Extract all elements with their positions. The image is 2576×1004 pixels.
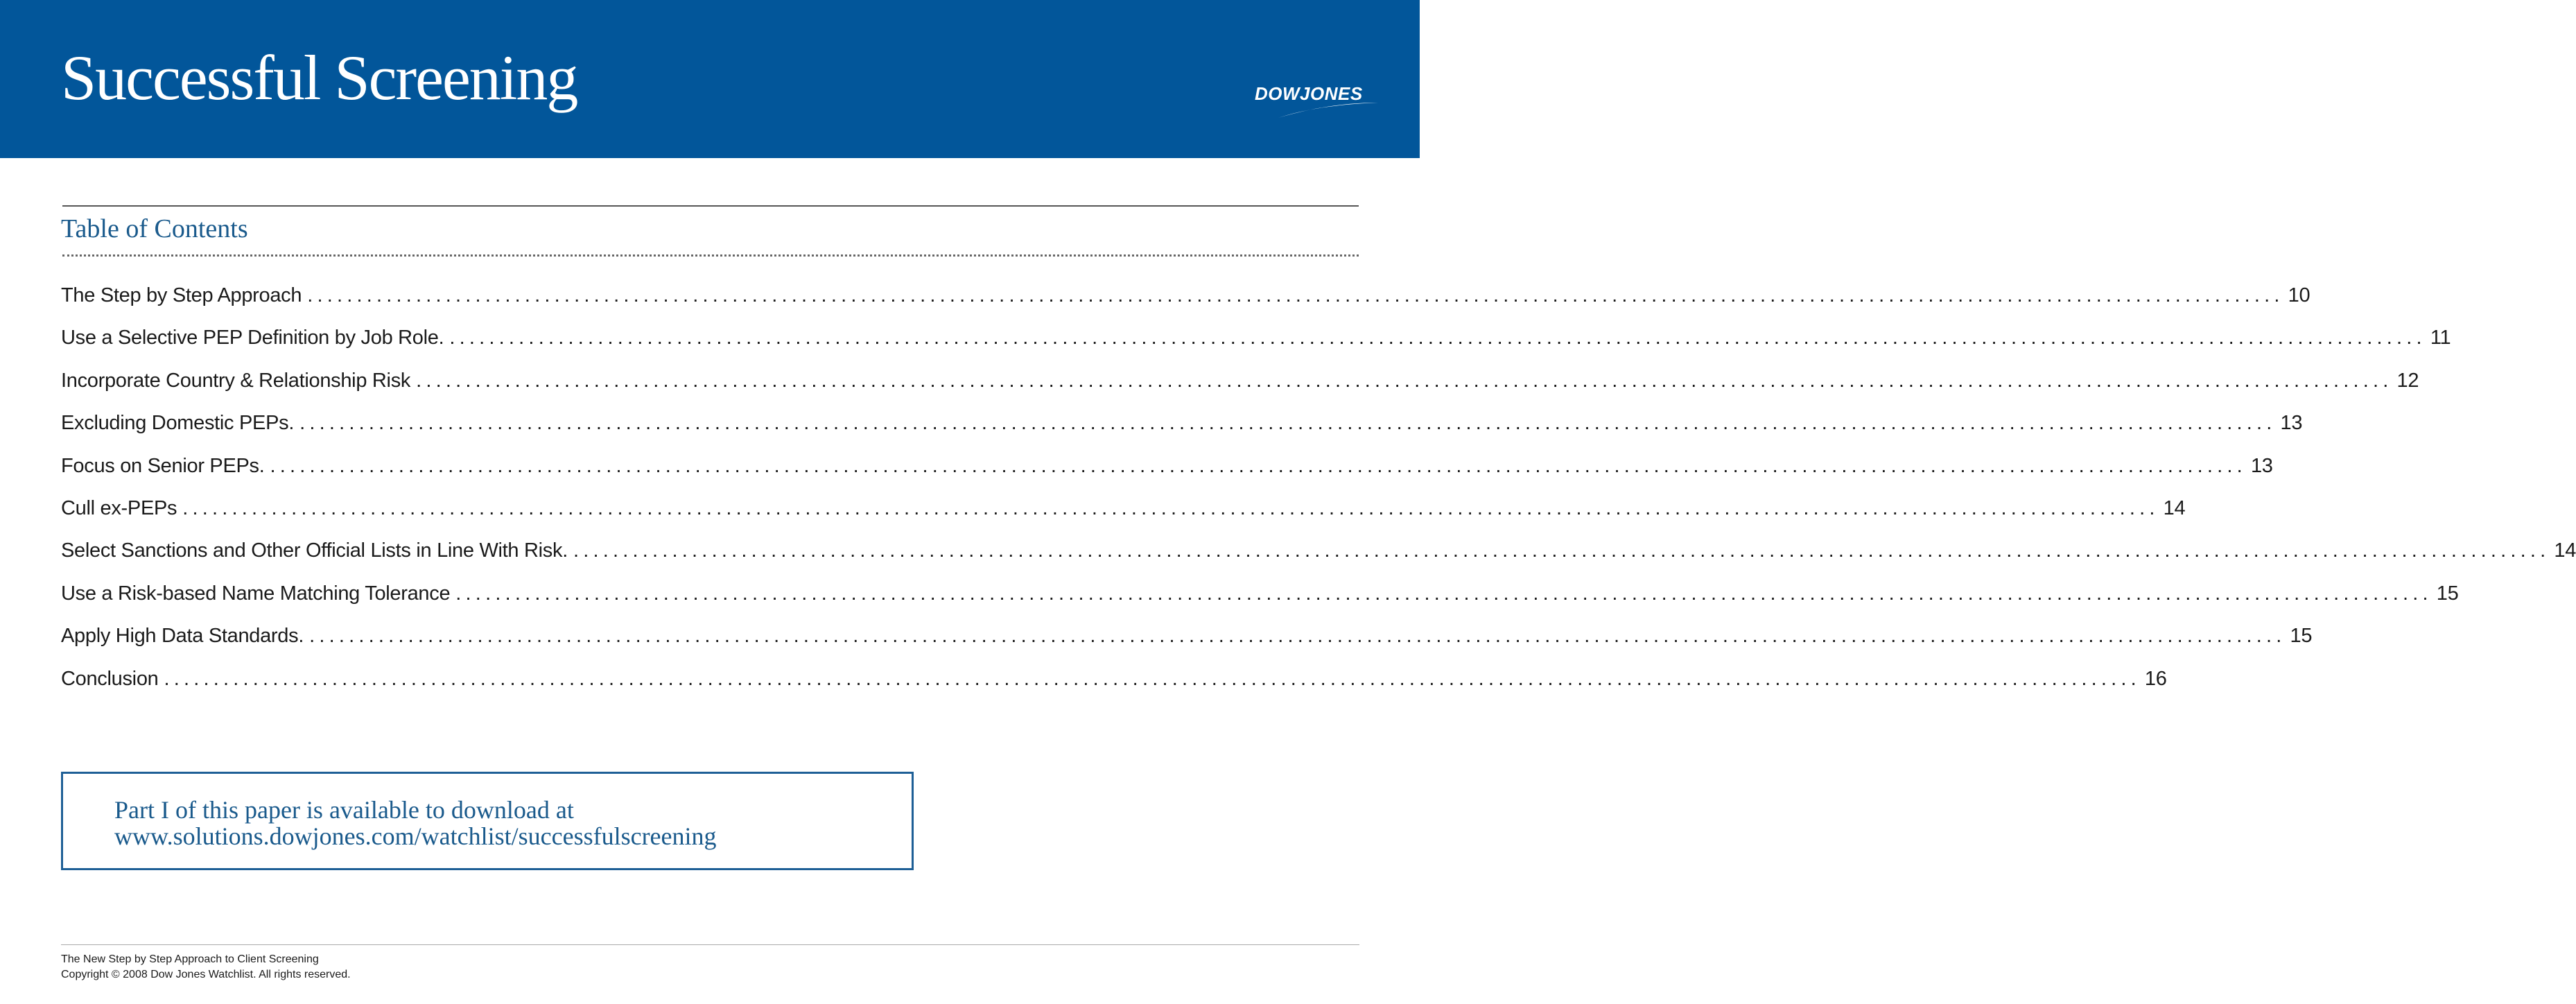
toc-entry[interactable] <box>61 327 2451 369</box>
toc-entry-title: Select Sanctions and Other Official Lists in Line With Risk. <box>61 539 568 562</box>
toc-entry-title: Cull ex-PEPs <box>61 496 177 519</box>
toc-entry-title: Excluding Domestic PEPs. <box>61 412 295 435</box>
footer-document-name: The New Step by Step Approach to Client Screening <box>61 953 319 965</box>
toc-entry-page: 14 <box>2163 496 2186 519</box>
toc-entry[interactable] <box>61 284 2310 327</box>
toc-entry-title: Apply High Data Standards. <box>61 625 304 648</box>
toc-top-rule <box>62 205 1359 207</box>
header-banner <box>0 0 1420 158</box>
toc-list <box>61 284 2576 710</box>
toc-dot-leader: ........................................................................................................................................................................................................ <box>307 284 2284 306</box>
callout-text: Part I of this paper is available to download at <box>114 796 574 824</box>
toc-dotted-divider <box>62 254 1359 257</box>
download-callout-box <box>61 772 914 870</box>
toc-entry-page: 14 <box>2554 539 2576 562</box>
toc-entry-title: Use a Selective PEP Definition by Job Role. <box>61 327 444 349</box>
toc-entry-page: 15 <box>2290 625 2313 648</box>
toc-dot-leader: ........................................................................................................................................................................................................ <box>299 412 2277 435</box>
toc-entry-page: 16 <box>2144 667 2167 690</box>
logo-wordmark: DOWJONES <box>1255 83 1363 104</box>
toc-entry-title: Conclusion <box>61 667 159 690</box>
toc-dot-leader: ........................................................................................................................................................................................................ <box>455 582 2433 605</box>
toc-entry-title: The Step by Step Approach <box>61 284 302 306</box>
toc-entry[interactable] <box>61 454 2273 497</box>
toc-entry[interactable] <box>61 667 2167 710</box>
toc-entry-page: 13 <box>2280 412 2303 435</box>
toc-entry-title: Incorporate Country & Relationship Risk <box>61 369 411 392</box>
toc-dot-leader: ........................................................................................................................................................................................................ <box>449 327 2426 349</box>
toc-dot-leader: ........................................................................................................................................................................................................ <box>416 369 2393 392</box>
toc-entry[interactable] <box>61 582 2459 625</box>
footer-rule <box>61 944 1359 945</box>
toc-entry-title: Use a Risk-based Name Matching Tolerance <box>61 582 451 605</box>
toc-heading: Table of Contents <box>61 214 248 243</box>
toc-entry[interactable] <box>61 412 2303 454</box>
toc-dot-leader: ........................................................................................................................................................................................................ <box>270 454 2247 477</box>
toc-entry-page: 11 <box>2430 327 2451 349</box>
toc-entry-page: 10 <box>2288 284 2310 306</box>
dowjones-logo <box>1255 80 1380 119</box>
toc-entry-title: Focus on Senior PEPs. <box>61 454 265 477</box>
toc-entry-page: 12 <box>2396 369 2419 392</box>
footer-copyright: Copyright © 2008 Dow Jones Watchlist. All rights reserved. <box>61 969 351 980</box>
logo-swoosh-icon <box>1276 94 1380 119</box>
toc-dot-leader: ........................................................................................................................................................................................................ <box>182 496 2159 519</box>
toc-entry-page: 15 <box>2436 582 2459 605</box>
document-title: Successful Screening <box>61 42 577 113</box>
toc-entry[interactable] <box>61 369 2419 412</box>
toc-dot-leader: ........................................................................................................................................................................................................ <box>164 667 2141 690</box>
download-url-link[interactable]: www.solutions.dowjones.com/watchlist/successfulscreening <box>114 822 717 850</box>
toc-entry-page: 13 <box>2250 454 2273 477</box>
toc-entry[interactable] <box>61 539 2576 582</box>
toc-entry[interactable] <box>61 625 2313 667</box>
toc-dot-leader: ........................................................................................................................................................................................................ <box>573 539 2550 562</box>
toc-dot-leader: ........................................................................................................................................................................................................ <box>309 625 2286 648</box>
toc-entry[interactable] <box>61 496 2186 539</box>
